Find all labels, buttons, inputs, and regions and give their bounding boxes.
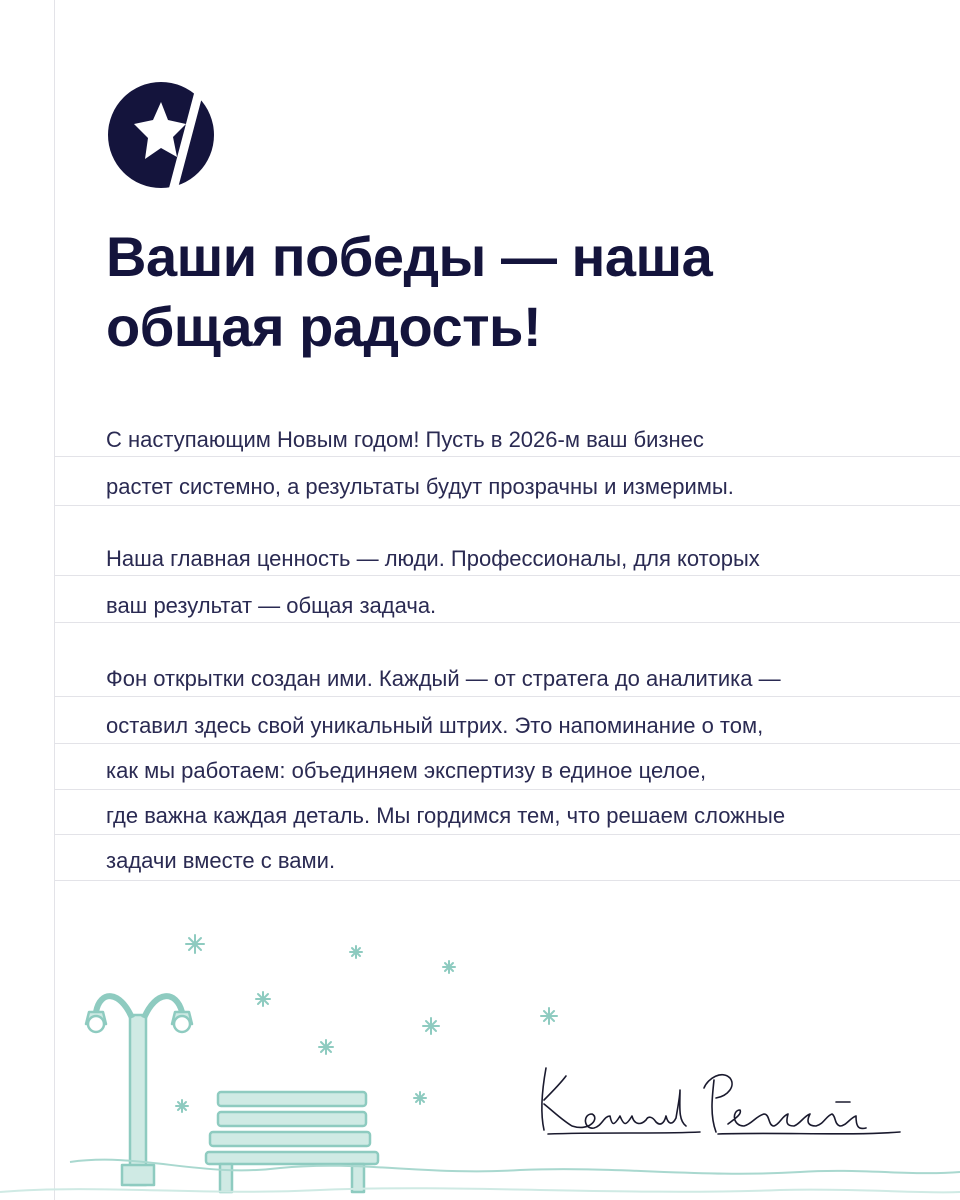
- ruled-line: [54, 575, 960, 576]
- handwritten-signature: [542, 1068, 900, 1134]
- snow-ground: [70, 1160, 960, 1174]
- paragraph-line: где важна каждая деталь. Мы гордимся тем, что решаем сложные: [106, 803, 786, 828]
- paragraph-line: задачи вместе с вами.: [106, 848, 336, 873]
- paragraph-line: ваш результат — общая задача.: [106, 593, 437, 618]
- snowflake-icon: [414, 1092, 426, 1104]
- snowflake-icon: [423, 1018, 439, 1034]
- ruled-line: [54, 505, 960, 506]
- snowflake-icon: [186, 935, 204, 953]
- paragraph-line: растет системно, а результаты будут прозрачны и измеримы.: [106, 474, 734, 499]
- paragraph-line: Фон открытки создан ими. Каждый — от стратега до аналитика —: [106, 666, 781, 691]
- star-logo-icon: [106, 80, 216, 190]
- ruled-line: [54, 456, 960, 457]
- page-title: [106, 222, 906, 362]
- street-lamp-icon: [86, 996, 192, 1185]
- snowflake-icon: [541, 1008, 557, 1024]
- ruled-line: [54, 789, 960, 790]
- paragraph-line: С наступающим Новым годом! Пусть в 2026-м ваш бизнес: [106, 427, 704, 452]
- paragraph-line: как мы работаем: объединяем экспертизу в единое целое,: [106, 758, 707, 783]
- paragraph-line: Наша главная ценность — люди. Профессионалы, для которых: [106, 546, 760, 571]
- winter-park-illustration: [0, 920, 960, 1200]
- ruled-line: [54, 880, 960, 881]
- ruled-line: [54, 834, 960, 835]
- snow-ground: [0, 1188, 960, 1192]
- snowflake-icon: [256, 992, 270, 1006]
- snowflake-icon: [350, 946, 362, 958]
- paragraph-line: оставил здесь свой уникальный штрих. Это напоминание о том,: [106, 713, 764, 738]
- snowflake-icon: [319, 1040, 333, 1054]
- snowflake-icon: [443, 961, 455, 973]
- snowflake-icon: [176, 1100, 188, 1112]
- ruled-line: [54, 743, 960, 744]
- ruled-line: [54, 622, 960, 623]
- title-line: Ваши победы — наша: [106, 225, 713, 288]
- bench-icon: [206, 1092, 378, 1192]
- title-line: общая радость!: [106, 295, 542, 358]
- ruled-line: [54, 696, 960, 697]
